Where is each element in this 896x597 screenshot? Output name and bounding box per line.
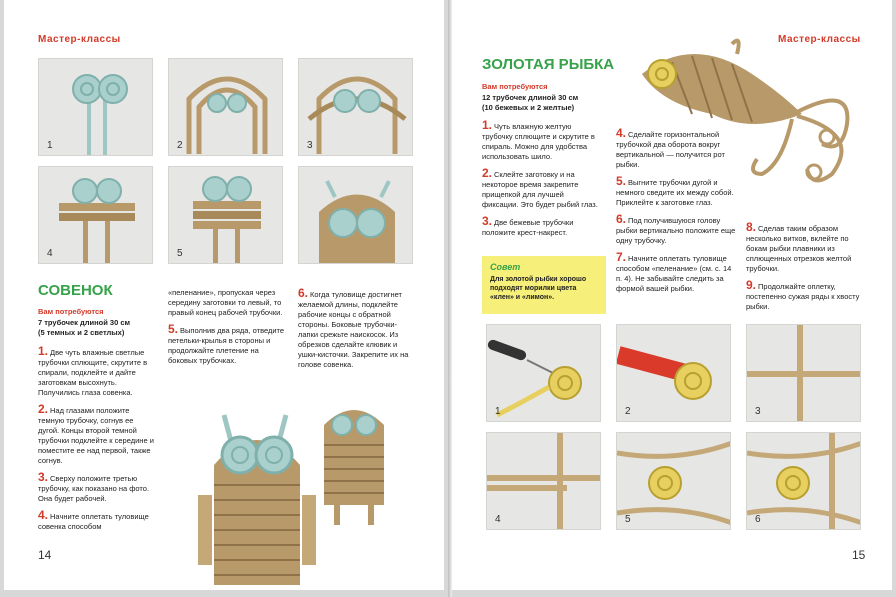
fish-step-5-illustration: [617, 433, 731, 530]
photo-label: 5: [625, 514, 631, 525]
fish-step-photo-4: [486, 432, 601, 530]
instruction-step: 6. Под получившуюся голову рыбки вертикально положите еще одну трубочку.: [616, 212, 736, 245]
photo-label: 1: [47, 140, 53, 151]
owl-step-photo-6: [298, 166, 413, 264]
tip-box: [482, 256, 606, 314]
section-header: Мастер-классы: [778, 34, 861, 45]
fish-step-4-illustration: [487, 433, 601, 530]
owl-step-6-illustration: [299, 167, 413, 264]
left-page: [4, 0, 444, 590]
instructions-column-2: [168, 288, 286, 372]
fish-step-photo-2: [616, 324, 731, 422]
tip-title: Совет: [490, 262, 521, 272]
photo-label: 1: [495, 406, 501, 417]
instruction-step: 3. Сверху положите третью трубочку, как показано на фото. Она будет рабочей.: [38, 470, 150, 503]
owl-step-4-illustration: [39, 167, 153, 264]
fish-step-1-illustration: [487, 325, 601, 422]
photo-label: 2: [625, 406, 631, 417]
photo-label: 5: [177, 248, 183, 259]
instruction-step: 5. Выгните трубочки дугой и немного сведите их между собой. Приклейте к заготовке глаз.: [616, 174, 734, 207]
page-title: СОВЕНОК: [38, 282, 113, 299]
page-number: 14: [38, 548, 52, 562]
owl-step-photo-3: [298, 58, 413, 156]
photo-label: 6: [755, 514, 761, 525]
fish-step-photo-1: [486, 324, 601, 422]
instruction-step: 2. Склейте заготовку и на некоторое время закрепите прищепкой для лучшей фиксации. Это будет рыбий глаз.: [482, 166, 598, 209]
photo-label: 4: [47, 248, 53, 259]
instruction-step: 3. Две бежевые трубочки положите крест-накрест.: [482, 214, 574, 237]
fish-step-photo-3: [746, 324, 861, 422]
materials-label: Вам потребуются: [482, 82, 548, 91]
instruction-step: 6. Когда туловище достигнет желаемой длины, подклейте рабочие концы с обратной стороны. Боковые трубочки-лапки срежьте наискосок. Из обрезков сделайте клювик и ушки-кисточки. Закрепите их на голове совенка.: [298, 286, 409, 369]
owl-step-photo-5: [168, 166, 283, 264]
fish-step-2-illustration: [617, 325, 731, 422]
instruction-step: 5. Выполнив два ряда, отведите петельки-крылья в стороны и продолжайте плетение на боковых трубочках.: [168, 322, 285, 365]
tip-text: Для золотой рыбки хорошо подходят морилки цвета «клен» и «лимон».: [490, 276, 587, 301]
instruction-step: 4. Сделайте горизонтальной трубочкой два оборота вокруг вертикальной — получится рот рыбки.: [616, 126, 725, 169]
materials-text: 12 трубочек длиной 30 см: [482, 93, 579, 102]
owl-step-1-illustration: [39, 59, 153, 156]
instructions-column-2: [616, 128, 736, 300]
instruction-step: 1. Чуть влажную желтую трубочку сплющите и скрутите в спираль. Можно для удобства использовать шило.: [482, 118, 595, 161]
finished-owls-illustration: [174, 395, 414, 590]
photo-label: 4: [495, 514, 501, 525]
materials-text-2: (10 бежевых и 2 желтые): [482, 103, 575, 112]
owl-step-3-illustration: [299, 59, 413, 156]
instruction-step: 1. Две чуть влажные светлые трубочки сплющите, скрутите в спирали, подклейте и дайте заготовкам высохнуть. Получились глаза совенка.: [38, 344, 148, 397]
fish-step-6-illustration: [747, 433, 861, 530]
right-page: [452, 0, 892, 590]
photo-label: 2: [177, 140, 183, 151]
page-number: 15: [852, 548, 866, 562]
owl-step-photo-2: [168, 58, 283, 156]
instruction-continuation: «пеленание», пропуская через середину заготовки то левый, то правый конец рабочей трубочки.: [168, 288, 283, 317]
instruction-step: 9. Продолжайте оплетку, постепенно сужая ряды к хвосту рыбки.: [746, 278, 860, 311]
materials-text-2: (5 темных и 2 светлых): [38, 328, 125, 337]
materials-text: 7 трубочек длиной 30 см: [38, 318, 131, 327]
instructions-column-1: [482, 120, 602, 244]
owl-step-2-illustration: [169, 59, 283, 156]
page-title: ЗОЛОТАЯ РЫБКА: [482, 56, 615, 73]
instruction-step: 4. Начните оплетать туловище совенка способом: [38, 508, 149, 531]
instructions-column-3: [746, 222, 866, 318]
instruction-step: 8. Сделав таким образом несколько витков, вклейте по бокам рыбки плавники из сплющенных отрезков желтой трубочки.: [746, 220, 852, 273]
owl-step-photo-1: [38, 58, 153, 156]
owl-step-5-illustration: [169, 167, 283, 264]
fish-step-3-illustration: [747, 325, 861, 422]
section-header: Мастер-классы: [38, 34, 121, 45]
materials-label: Вам потребуются: [38, 307, 104, 316]
fish-step-photo-6: [746, 432, 861, 530]
owl-step-photo-4: [38, 166, 153, 264]
photo-label: 3: [755, 406, 761, 417]
photo-label: 3: [307, 140, 313, 151]
fish-step-photo-5: [616, 432, 731, 530]
instructions-column-3: [298, 288, 416, 376]
instruction-step: 7. Начните оплетать туловище способом «пеленание» (см. с. 14 п. 4). Не забывайте следить за формой вашей рыбки.: [616, 250, 732, 293]
instructions-column-1: [38, 346, 156, 538]
instruction-step: 2. Над глазами положите темную трубочку, согнув ее дугой. Концы второй темной трубочки подклейте к середине и поместите ее над первой, также согнув.: [38, 402, 154, 465]
